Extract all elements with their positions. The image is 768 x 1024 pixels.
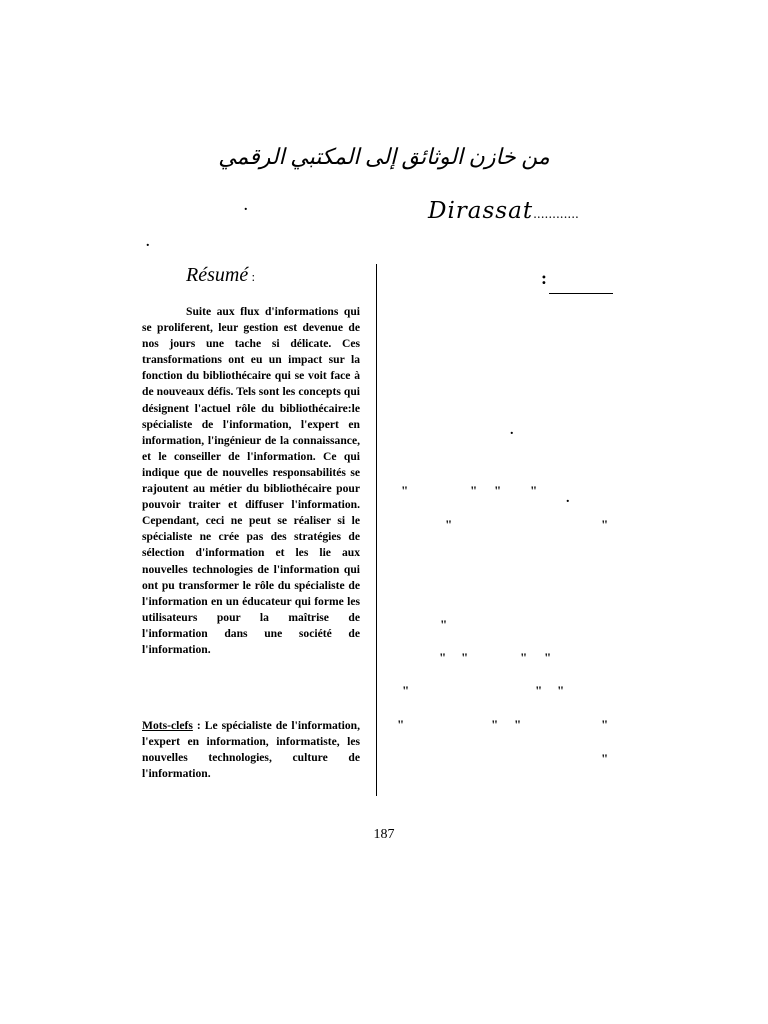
quote-mark: " <box>601 517 609 532</box>
keywords-label: Mots-clefs <box>142 719 193 732</box>
keywords <box>142 718 360 782</box>
quote-mark: " <box>601 751 609 766</box>
quote-mark: " <box>530 483 538 498</box>
column-divider <box>376 264 377 796</box>
quote-mark: " <box>601 717 609 732</box>
abstract-body: Suite aux flux d'informations qui se proliferent, leur gestion est devenue de nos jours une tache si délicate. Ces transformations ont eu un impact sur la fonction du bibliothécaire qui se voit face à de nouveaux défis. Tels sont les concepts qui désignent l'actuel rôle du bibliothécaire:le spécialiste de l'information, l'expert en information, l'ingénieur de la connaissance, et le conseiller de l'information. Ce qui indique que de nouvelles responsabilités se rajoutent au métier du bibliothécaire pour pouvoir traiter et diffuser l'information. Cependant, ceci ne peut se réaliser si le spécialiste ne crée pas des stratégies de sélection d'information et les lie aux nouvelles technologies de l'information qui ont pu transformer le rôle du spécialiste de l'information en un éducateur qui forme les utilisateurs pour la maîtrise de l'information dans une société de l'information. <box>142 305 360 656</box>
arabic-heading-underline <box>549 293 613 294</box>
quote-mark: " <box>440 617 448 632</box>
journal-name-text: Dirassat <box>428 198 534 224</box>
quote-mark: " <box>397 717 405 732</box>
stray-dot: . <box>244 199 248 214</box>
abstract-heading-colon: : <box>248 269 256 284</box>
quote-mark: " <box>461 650 469 665</box>
quote-mark: " <box>470 483 478 498</box>
running-title: من خازن الوثائق إلى المكتبي الرقمي <box>218 144 550 169</box>
arabic-heading-colon: : <box>541 268 547 288</box>
quote-mark: " <box>491 717 499 732</box>
quote-mark: " <box>402 683 410 698</box>
quote-mark: " <box>445 517 453 532</box>
quote-mark: " <box>544 650 552 665</box>
stray-dot: . <box>146 235 150 250</box>
journal-name <box>428 198 579 224</box>
abstract-heading <box>186 264 255 287</box>
quote-mark: " <box>520 650 528 665</box>
quote-mark: " <box>535 683 543 698</box>
quote-mark: " <box>401 483 409 498</box>
arabic-dot: . <box>566 491 570 506</box>
abstract-heading-text: Résumé <box>186 264 249 286</box>
keywords-text: : Le spécialiste de l'information, l'expert en information, informatiste, les nouvelles technologies, culture de l'information. <box>142 719 360 781</box>
quote-mark: " <box>494 483 502 498</box>
quote-mark: " <box>439 650 447 665</box>
quote-mark: " <box>514 717 522 732</box>
arabic-dot: . <box>510 423 514 438</box>
journal-name-dots: ............ <box>533 207 579 221</box>
page-number: 187 <box>373 827 395 842</box>
quote-mark: " <box>557 683 565 698</box>
